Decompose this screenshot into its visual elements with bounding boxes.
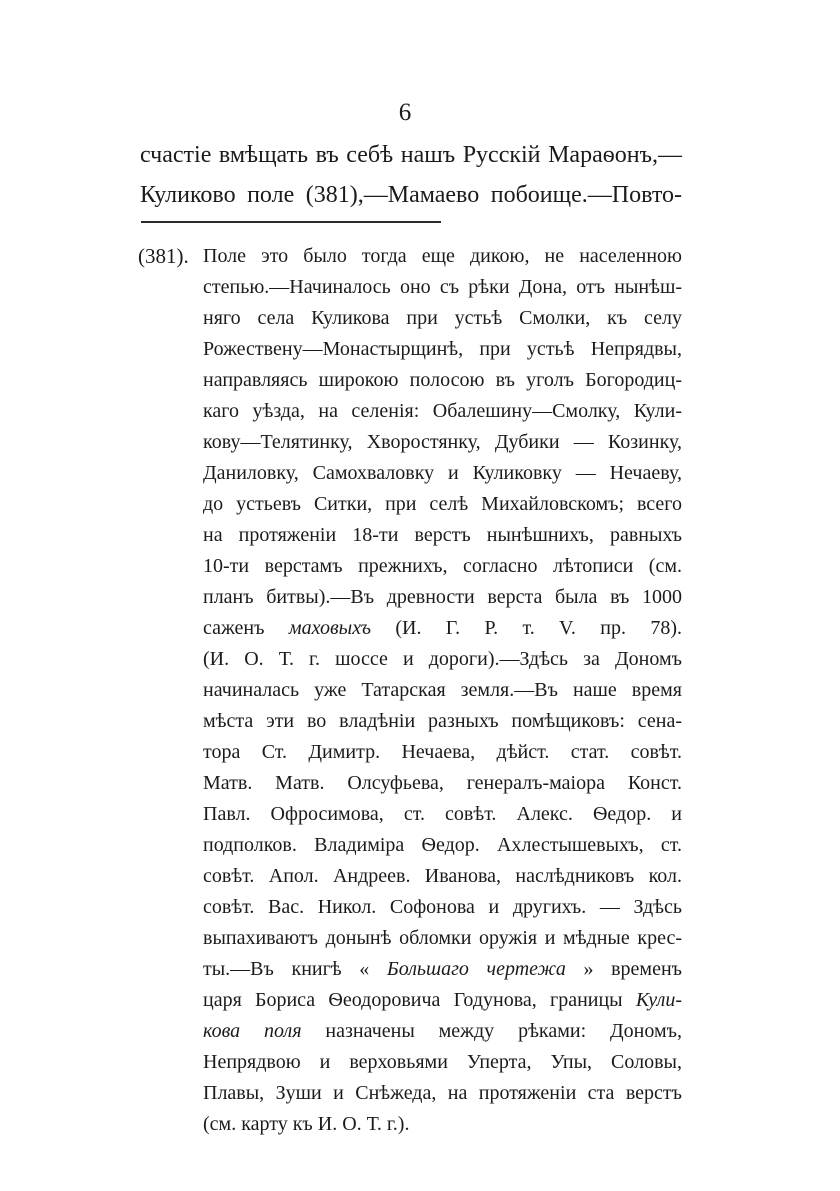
footnote-line <box>203 367 682 393</box>
footnote-text: Поле это было тогда еще дикою, не населенною <box>203 245 682 267</box>
footnote-line <box>203 398 682 424</box>
footnote-text: няго села Куликова при устьѣ Смолки, къ селу <box>203 307 682 329</box>
footnote-line <box>203 615 682 641</box>
footnote-text: совѣт. Вас. Никол. Софонова и другихъ. — Здѣсь <box>203 896 682 918</box>
footnote-line <box>203 584 682 610</box>
footnote-line <box>203 863 682 889</box>
footnote-text: тора Ст. Димитр. Нечаева, дѣйст. стат. совѣт. <box>203 741 682 763</box>
main-text-line: счастіе вмѣщать въ себѣ нашъ Русскій Мараѳонъ,— <box>140 142 682 168</box>
footnote-text: (И. О. Т. г. шоссе и дороги).—Здѣсь за Дономъ <box>203 648 682 670</box>
footnote-text: (И. Г. Р. т. V. пр. 78). <box>370 617 682 639</box>
footnote-line <box>203 522 682 548</box>
footnote-line <box>203 429 682 455</box>
footnote-line <box>203 553 682 579</box>
footnote-text: на протяженіи 18-ти верстъ нынѣшнихъ, равныхъ <box>203 524 682 546</box>
footnote-line <box>203 925 682 951</box>
footnote-text: подполков. Владиміра Ѳедор. Ахлестышевыхъ, ст. <box>203 834 682 856</box>
footnote-line <box>203 1049 682 1075</box>
footnote-line <box>203 956 682 982</box>
footnote-line <box>203 677 682 703</box>
footnote-text: назначены между рѣками: Дономъ, <box>301 1020 682 1042</box>
footnote-marker: (381). <box>138 244 189 268</box>
footnote-line <box>203 894 682 920</box>
footnote-line <box>203 832 682 858</box>
footnote-text: Рожествену—Монастырщинѣ, при устьѣ Непрядвы, <box>203 338 682 360</box>
footnote-text: (см. карту къ И. О. Т. г.). <box>203 1113 410 1135</box>
footnote-line <box>203 646 682 672</box>
footnote-line <box>203 1080 682 1106</box>
footnote-line <box>203 770 682 796</box>
footnote-line <box>203 305 682 331</box>
footnote-italic-text: кова поля <box>203 1020 302 1042</box>
footnote-text: каго уѣзда, на селенія: Обалешину—Смолку, Кули- <box>203 400 682 422</box>
footnote-text: ты.—Въ книгѣ « <box>203 958 387 980</box>
footnote-line <box>203 708 682 734</box>
footnote-text: совѣт. Апол. Андреев. Иванова, наслѣдниковъ кол. <box>203 865 682 887</box>
footnote-line <box>203 801 682 827</box>
page-number: 6 <box>398 99 412 126</box>
footnote-text: Матв. Матв. Олсуфьева, генералъ-маіора Конст. <box>203 772 682 794</box>
footnote-text: степью.—Начиналось оно съ рѣки Дона, отъ нынѣш- <box>203 276 682 298</box>
footnote-text: Плавы, Зуши и Снѣжеда, на протяженіи ста верстъ <box>203 1082 682 1104</box>
footnote-text: начиналась уже Татарская земля.—Въ наше время <box>203 679 682 701</box>
footnote-text: » временъ <box>565 958 683 980</box>
main-text-line: Куликово поле (381),—Мамаево побоище.—Повто- <box>140 182 682 208</box>
footnote-line <box>203 274 682 300</box>
footnote-text: Даниловку, Самохваловку и Куликовку — Нечаеву, <box>203 462 682 484</box>
footnote-text: мѣста эти во владѣніи разныхъ помѣщиковъ: сена- <box>203 710 682 732</box>
footnote-line <box>203 739 682 765</box>
footnote-text: выпахиваютъ донынѣ обломки оружія и мѣдные крес- <box>203 927 682 949</box>
footnote-text: саженъ <box>203 617 289 639</box>
footnote-italic-text: Кули- <box>635 989 682 1011</box>
footnote-text: Непрядвою и верховьями Уперта, Упы, Соловы, <box>203 1051 682 1073</box>
footnote-italic-text: Большаго чертежа <box>386 958 566 980</box>
footnote-text: до устьевъ Ситки, при селѣ Михайловскомъ; всего <box>203 493 682 515</box>
footnote-separator <box>141 221 441 223</box>
footnote-line <box>203 336 682 362</box>
footnote-line <box>203 460 682 486</box>
footnote-text: направляясь широкою полосою въ уголъ Богородиц- <box>203 369 682 391</box>
footnote-italic-text: маховыхъ <box>288 617 371 639</box>
footnote-text: царя Бориса Ѳеодоровича Годунова, границы <box>203 989 636 1011</box>
footnote-line <box>203 491 682 517</box>
footnote-line <box>203 987 682 1013</box>
footnote-text: 10-ти верстамъ прежнихъ, согласно лѣтописи (см. <box>203 555 682 577</box>
footnote-text: планъ битвы).—Въ древности верста была въ 1000 <box>203 586 682 608</box>
footnote-line <box>203 1111 682 1137</box>
footnote-line <box>203 1018 682 1044</box>
footnote-line <box>203 243 682 269</box>
footnote-text: кову—Телятинку, Хворостянку, Дубики — Козинку, <box>203 431 682 453</box>
footnote-text: Павл. Офросимова, ст. совѣт. Алекс. Ѳедор. и <box>203 803 682 825</box>
